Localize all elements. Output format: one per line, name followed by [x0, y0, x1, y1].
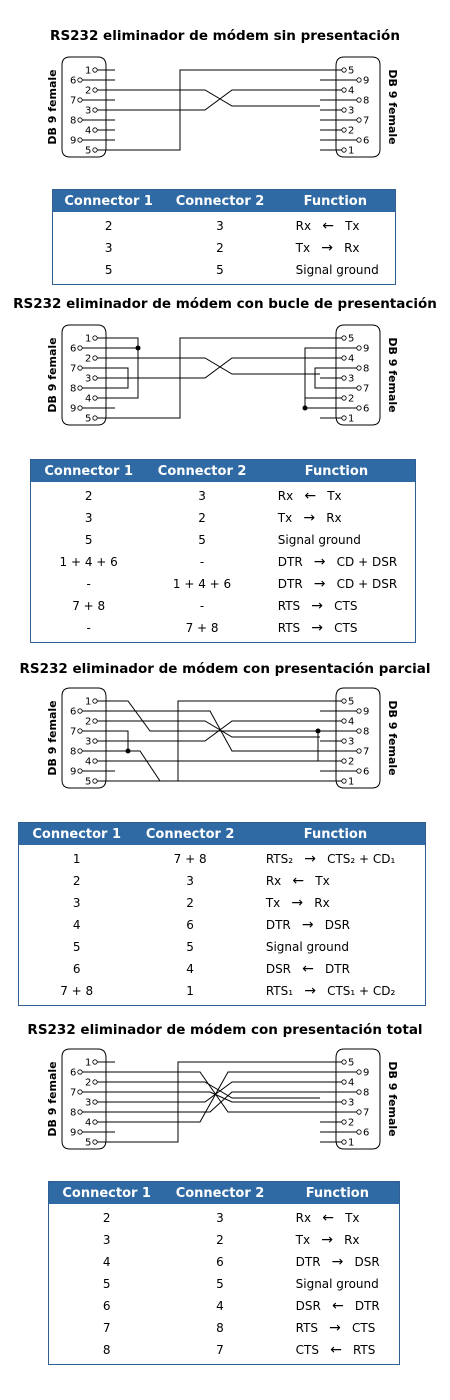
arrow-left-icon: ←: [302, 961, 314, 977]
connector-1-cell: 5: [84, 533, 93, 547]
connector-1-cell: 5: [72, 940, 81, 954]
table-row: [31, 551, 415, 573]
function-signal-a: Rx: [295, 1211, 312, 1225]
connector-1-cell: -: [86, 621, 91, 635]
db9-left-connector: [46, 1049, 115, 1149]
connector-1-cell: 1 + 4 + 6: [59, 555, 118, 569]
connector-1-cell: 6: [102, 1299, 111, 1313]
header-c2: Connector 2: [157, 463, 247, 479]
pin-label: 7: [363, 1107, 370, 1119]
function-signal-a: RTS: [277, 621, 301, 635]
pin-label: 9: [70, 1127, 77, 1139]
header-c2: Connector 2: [145, 826, 235, 842]
table-row: [53, 259, 395, 281]
pin-label: 3: [348, 373, 355, 385]
pin-label: 4: [348, 353, 355, 365]
function-signal-b: Tx: [345, 219, 360, 233]
function-signal-b: CD + DSR: [336, 555, 398, 569]
function-signal-b: DSR: [324, 918, 350, 932]
arrow-right-icon: →: [311, 598, 324, 614]
pin-label: 9: [70, 766, 77, 778]
wiring-diagram-1: [0, 52, 450, 164]
pin-label: 8: [70, 383, 77, 395]
pin-label: 5: [85, 413, 92, 425]
function-cell: [246, 917, 425, 933]
pin-label: 4: [85, 125, 92, 137]
header-fn: Function: [304, 463, 369, 479]
connector-1-cell: 5: [102, 1277, 111, 1291]
function-cell: [258, 554, 415, 570]
connector-1-cell: 1: [72, 852, 81, 866]
connector-2-cell: 8: [216, 1321, 224, 1335]
function-signal-a: Signal ground: [265, 940, 349, 954]
pin-label: 1: [348, 413, 355, 425]
function-signal-b: CTS: [352, 1321, 376, 1335]
db9-left-connector: [46, 688, 115, 788]
connector-2-cell: 6: [216, 1255, 224, 1269]
table-row: [19, 936, 425, 958]
connector-1-cell: 7 + 8: [60, 984, 94, 998]
pin-label: 7: [363, 746, 370, 758]
table-row: [49, 1339, 399, 1361]
function-signal-a: DTR: [265, 918, 291, 932]
db9-left-label: DB 9 female: [46, 700, 59, 776]
function-cell: [276, 1254, 399, 1270]
function-cell: [276, 1342, 399, 1358]
arrow-right-icon: →: [321, 1232, 333, 1248]
function-signal-a: RTS: [295, 1321, 319, 1335]
table-row: [19, 848, 425, 870]
function-cell: [276, 1298, 399, 1314]
pin-label: 8: [363, 363, 370, 375]
connector-2-cell: 2: [216, 1233, 224, 1247]
table-row: [31, 507, 415, 529]
table-row: [53, 215, 395, 237]
pin-label: 9: [363, 706, 370, 718]
function-signal-b: Rx: [344, 1233, 360, 1247]
pin-label: 1: [85, 696, 92, 708]
connector-1-cell: 2: [104, 219, 113, 233]
pin-label: 5: [85, 145, 92, 157]
pin-label: 7: [363, 383, 370, 395]
header-c1: Connector 1: [62, 1185, 151, 1201]
db9-right-label: DB 9 female: [386, 69, 399, 145]
arrow-right-icon: →: [304, 983, 316, 999]
function-signal-b: Tx: [315, 874, 330, 888]
connector-2-cell: 1: [186, 984, 194, 998]
function-signal-b: CTS₁ + CD₂: [327, 984, 396, 998]
arrow-right-icon: →: [329, 1320, 341, 1336]
pin-label: 2: [85, 85, 92, 97]
function-signal-a: Signal ground: [295, 263, 379, 277]
table-row: [19, 914, 425, 936]
pin-label: 1: [85, 1057, 92, 1069]
pin-label: 7: [70, 95, 77, 107]
function-signal-b: Tx: [345, 1211, 360, 1225]
wiring-diagram-2: [0, 320, 450, 432]
pin-label: 4: [348, 85, 355, 97]
function-signal-a: Signal ground: [295, 1277, 379, 1291]
pin-label: 7: [70, 726, 77, 738]
db9-left-label: DB 9 female: [46, 1061, 59, 1137]
function-signal-b: Rx: [326, 511, 342, 525]
pin-label: 6: [363, 766, 370, 778]
table-header: [53, 190, 395, 212]
connector-1-cell: 7 + 8: [72, 599, 106, 613]
pin-label: 3: [348, 1097, 355, 1109]
pinout-table-3: [18, 822, 426, 1006]
function-signal-b: CTS: [334, 621, 358, 635]
connector-2-cell: 1 + 4 + 6: [172, 577, 232, 591]
table-row: [31, 573, 415, 595]
connector-2-cell: 5: [186, 940, 194, 954]
section-1-title: RS232 eliminador de módem sin presentación: [50, 28, 400, 44]
pin-label: 4: [348, 1077, 355, 1089]
header-c1: Connector 1: [44, 463, 134, 479]
connector-2-cell: 7 + 8: [173, 852, 207, 866]
function-signal-b: Rx: [344, 241, 360, 255]
function-signal-b: RTS: [352, 1343, 376, 1357]
arrow-left-icon: ←: [292, 873, 305, 889]
pin-label: 8: [363, 1087, 370, 1099]
header-c1: Connector 1: [64, 193, 153, 209]
function-signal-b: Rx: [314, 896, 330, 910]
pinout-table-2: [30, 459, 416, 643]
function-signal-a: RTS₁: [265, 984, 294, 998]
pin-label: 1: [348, 145, 355, 157]
pin-label: 8: [70, 1107, 77, 1119]
arrow-left-icon: ←: [322, 1210, 334, 1226]
function-cell: [258, 598, 415, 614]
function-cell: [246, 873, 425, 889]
pin-label: 4: [85, 756, 92, 768]
function-cell: [276, 263, 395, 277]
function-signal-b: DTR: [325, 962, 350, 976]
pin-label: 8: [363, 726, 370, 738]
function-signal-a: DSR: [295, 1299, 321, 1313]
connector-2-cell: 2: [216, 241, 224, 255]
db9-right-connector: [320, 1049, 399, 1149]
db9-left-connector: [46, 57, 115, 157]
function-cell: [258, 620, 415, 636]
function-cell: [258, 533, 415, 547]
pinout-table-1: [52, 189, 396, 285]
table-row: [53, 237, 395, 259]
pin-label: 1: [85, 333, 92, 345]
connector-1-cell: 2: [102, 1211, 111, 1225]
pin-label: 1: [85, 65, 92, 77]
arrow-left-icon: ←: [322, 218, 334, 234]
function-cell: [276, 1277, 399, 1291]
connector-1-cell: 2: [84, 489, 93, 503]
function-signal-b: CTS₂ + CD₁: [327, 852, 396, 866]
pin-label: 2: [348, 1117, 355, 1129]
arrow-right-icon: →: [321, 240, 333, 256]
pin-label: 6: [70, 343, 77, 355]
pin-label: 7: [70, 363, 77, 375]
pin-label: 1: [348, 776, 355, 788]
header-fn: Function: [305, 1185, 369, 1201]
pin-label: 9: [363, 343, 370, 355]
table-row: [31, 595, 415, 617]
arrow-right-icon: →: [313, 576, 326, 592]
function-signal-a: Rx: [277, 489, 294, 503]
connector-1-cell: 3: [102, 1233, 111, 1247]
header-c2: Connector 2: [175, 193, 265, 209]
pin-label: 3: [348, 105, 355, 117]
header-fn: Function: [303, 193, 367, 209]
connector-2-cell: 4: [216, 1299, 224, 1313]
connector-2-cell: 3: [216, 219, 224, 233]
pin-label: 2: [348, 756, 355, 768]
pin-label: 5: [85, 776, 92, 788]
function-cell: [276, 1232, 399, 1248]
connector-1-cell: 4: [72, 918, 81, 932]
function-signal-a: RTS₂: [265, 852, 294, 866]
db9-right-label: DB 9 female: [386, 700, 399, 776]
pin-label: 6: [70, 75, 77, 87]
connector-2-cell: 3: [186, 874, 194, 888]
arrow-right-icon: →: [304, 851, 316, 867]
pin-label: 6: [363, 403, 370, 415]
connector-2-cell: 5: [198, 533, 206, 547]
table-row: [49, 1229, 399, 1251]
pin-label: 8: [70, 746, 77, 758]
table-row: [19, 980, 425, 1002]
connector-1-cell: 3: [72, 896, 81, 910]
function-cell: [246, 983, 425, 999]
table-row: [49, 1295, 399, 1317]
pin-label: 2: [85, 353, 92, 365]
function-cell: [258, 510, 415, 526]
connector-2-cell: 5: [216, 1277, 224, 1291]
function-signal-b: CD + DSR: [336, 577, 398, 591]
function-signal-a: Rx: [265, 874, 282, 888]
function-cell: [258, 488, 415, 504]
section-2-title: RS232 eliminador de módem con bucle de presentación: [13, 296, 437, 312]
function-signal-a: Signal ground: [277, 533, 361, 547]
header-c1: Connector 1: [32, 826, 122, 842]
connector-2-cell: 7 + 8: [185, 621, 219, 635]
pin-label: 3: [348, 736, 355, 748]
table-row: [31, 485, 415, 507]
table-row: [49, 1251, 399, 1273]
pin-label: 6: [70, 1067, 77, 1079]
function-signal-b: DTR: [354, 1299, 380, 1313]
function-cell: [246, 895, 425, 911]
connector-2-cell: 6: [186, 918, 194, 932]
connector-1-cell: 8: [102, 1343, 111, 1357]
table-row: [31, 529, 415, 551]
function-signal-a: Tx: [295, 1233, 311, 1247]
table-header: [31, 460, 415, 482]
function-cell: [276, 218, 395, 234]
pin-label: 3: [85, 373, 92, 385]
db9-right-connector: [320, 57, 399, 157]
connector-2-cell: 2: [186, 896, 194, 910]
wiring-diagram-3: [0, 683, 450, 795]
function-cell: [246, 940, 425, 954]
function-signal-a: CTS: [295, 1343, 319, 1357]
section-4-title: RS232 eliminador de módem con presentación total: [27, 1022, 423, 1038]
table-header: [19, 823, 425, 845]
table-row: [49, 1317, 399, 1339]
function-cell: [276, 1320, 399, 1336]
table-header: [49, 1182, 399, 1204]
pin-label: 8: [70, 115, 77, 127]
function-signal-a: Tx: [265, 896, 281, 910]
table-row: [49, 1207, 399, 1229]
function-signal-a: Tx: [277, 511, 293, 525]
pin-label: 6: [363, 1127, 370, 1139]
pin-label: 6: [363, 135, 370, 147]
table-row: [19, 892, 425, 914]
connector-1-cell: -: [86, 577, 91, 591]
function-signal-a: Tx: [295, 241, 311, 255]
function-signal-b: CTS: [334, 599, 358, 613]
pin-label: 5: [348, 65, 355, 77]
arrow-left-icon: ←: [330, 1342, 342, 1358]
db9-right-connector: [320, 688, 399, 788]
function-signal-a: DTR: [295, 1255, 321, 1269]
pin-label: 7: [70, 1087, 77, 1099]
db9-right-label: DB 9 female: [386, 1061, 399, 1137]
header-fn: Function: [303, 826, 368, 842]
pin-label: 2: [85, 716, 92, 728]
connector-1-cell: 6: [72, 962, 81, 976]
connector-2-cell: -: [199, 599, 205, 613]
connector-2-cell: 5: [216, 263, 224, 277]
pin-label: 4: [348, 716, 355, 728]
connector-2-cell: 2: [198, 511, 206, 525]
arrow-right-icon: →: [313, 554, 326, 570]
pin-label: 2: [348, 393, 355, 405]
pin-label: 9: [70, 135, 77, 147]
pin-label: 5: [348, 696, 355, 708]
connector-1-cell: 7: [102, 1321, 111, 1335]
pin-label: 6: [70, 706, 77, 718]
connector-2-cell: -: [199, 555, 205, 569]
function-signal-b: Tx: [327, 489, 342, 503]
pin-label: 5: [85, 1137, 92, 1149]
db9-right-connector: [320, 325, 399, 425]
pin-label: 9: [363, 1067, 370, 1079]
table-row: [19, 870, 425, 892]
arrow-right-icon: →: [301, 917, 314, 933]
pin-label: 5: [348, 1057, 355, 1069]
table-row: [19, 958, 425, 980]
pin-label: 4: [85, 393, 92, 405]
function-signal-a: Rx: [295, 219, 312, 233]
db9-left-connector: [46, 325, 115, 425]
function-signal-a: RTS: [277, 599, 301, 613]
db9-right-label: DB 9 female: [386, 337, 399, 413]
header-c2: Connector 2: [175, 1185, 265, 1201]
wiring-diagram-4: [0, 1044, 450, 1156]
function-cell: [276, 240, 395, 256]
db9-left-label: DB 9 female: [46, 337, 59, 413]
function-cell: [246, 961, 425, 977]
connector-2-cell: 3: [198, 489, 206, 503]
pin-label: 3: [85, 105, 92, 117]
table-row: [31, 617, 415, 639]
connector-1-cell: 3: [104, 241, 113, 255]
pin-label: 3: [85, 1097, 92, 1109]
pin-label: 4: [85, 1117, 92, 1129]
function-signal-a: DSR: [265, 962, 292, 976]
pin-label: 2: [85, 1077, 92, 1089]
pin-label: 9: [363, 75, 370, 87]
pin-label: 3: [85, 736, 92, 748]
connector-1-cell: 4: [102, 1255, 111, 1269]
connector-2-cell: 3: [216, 1211, 224, 1225]
arrow-left-icon: ←: [304, 488, 317, 504]
arrow-right-icon: →: [291, 895, 304, 911]
connector-2-cell: 4: [186, 962, 194, 976]
function-signal-a: DTR: [277, 555, 303, 569]
pin-label: 5: [348, 333, 355, 345]
table-row: [49, 1273, 399, 1295]
function-cell: [246, 851, 425, 867]
connector-1-cell: 3: [84, 511, 93, 525]
pin-label: 8: [363, 95, 370, 107]
pin-label: 9: [70, 403, 77, 415]
arrow-right-icon: →: [331, 1254, 344, 1270]
connector-1-cell: 5: [104, 263, 113, 277]
function-signal-b: DSR: [354, 1255, 380, 1269]
function-cell: [276, 1210, 399, 1226]
function-cell: [258, 576, 415, 592]
pin-label: 7: [363, 115, 370, 127]
arrow-right-icon: →: [303, 510, 316, 526]
pin-label: 1: [348, 1137, 355, 1149]
pinout-table-4: [48, 1181, 400, 1365]
section-3-title: RS232 eliminador de módem con presentación parcial: [19, 661, 431, 677]
connector-1-cell: 2: [72, 874, 81, 888]
db9-left-label: DB 9 female: [46, 69, 59, 145]
function-signal-a: DTR: [277, 577, 303, 591]
arrow-right-icon: →: [311, 620, 324, 636]
arrow-left-icon: ←: [331, 1298, 344, 1314]
connector-2-cell: 7: [216, 1343, 224, 1357]
pin-label: 2: [348, 125, 355, 137]
